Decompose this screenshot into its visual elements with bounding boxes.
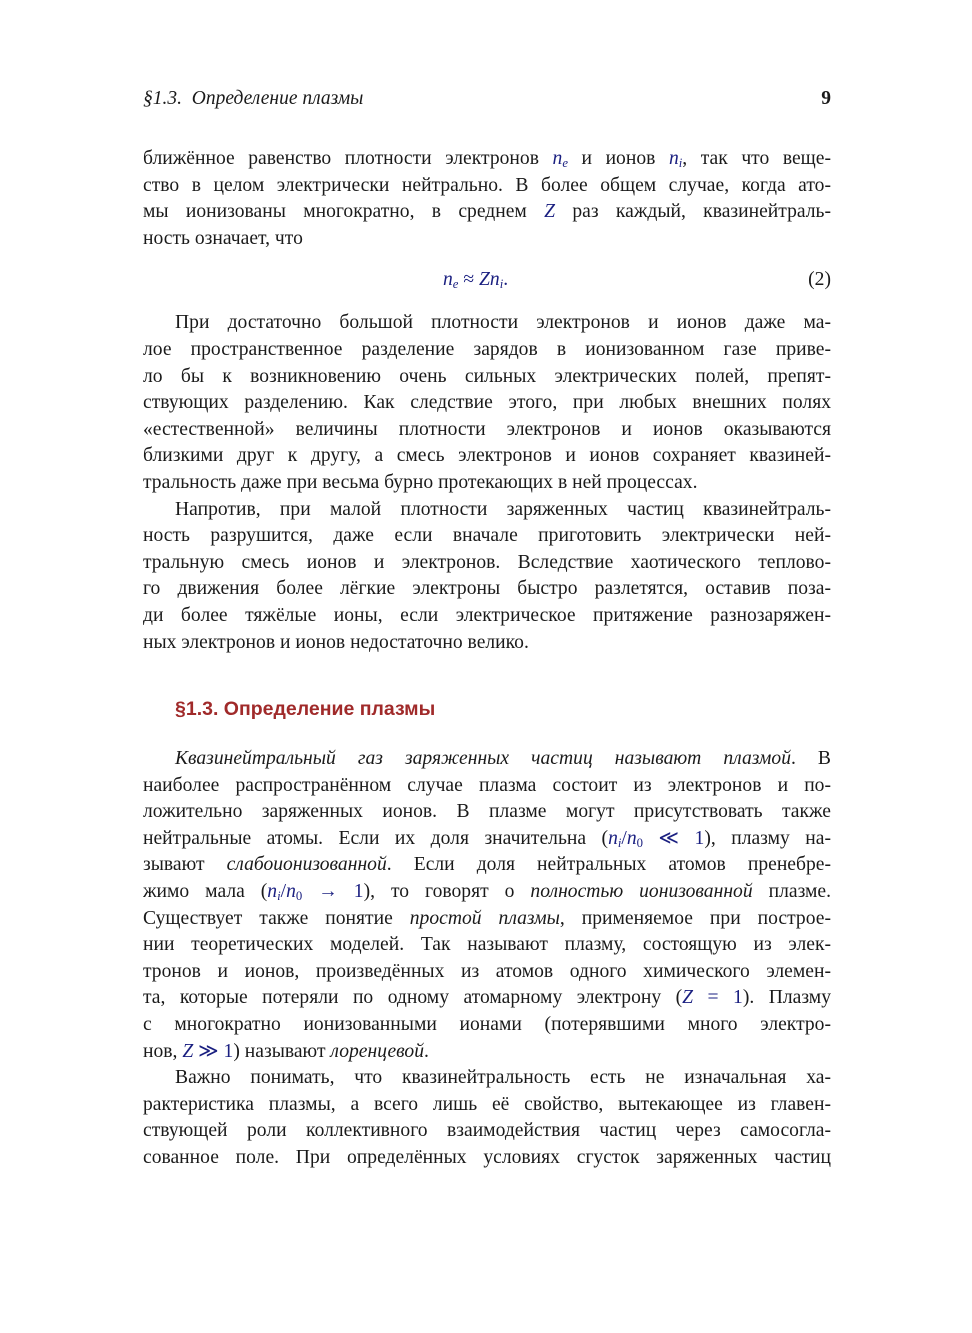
text-line: Напротив, при малой плотности заряженных частиц квазинейтраль- [175,498,831,520]
text-line [143,879,831,906]
paragraph [143,746,831,1065]
equation-number: (2) [808,269,831,291]
text-line [143,985,831,1012]
definition-italic: Квазинейтральный газ заряженных частиц называют плазмой [175,748,791,770]
text-line: с многократно ионизованными ионами (потерявшими много электро- [143,1014,831,1036]
page-number: 9 [821,88,831,109]
text-line: ность означает, что [143,227,303,249]
equation-2 [143,265,831,295]
text-line: «естественной» величины плотности электронов и ионов оказываются [143,418,831,440]
text-run: плазме. [752,881,831,903]
text-line: нии теоретических моделей. Так называют плазму, состоящую из элек- [143,934,831,956]
text-line [143,852,831,879]
text-run: ), плазму на- [704,827,831,849]
text-run: та, которые потеряли по одному атомарному электрону ( [143,987,683,1009]
text-run: , применяемое при построе- [559,907,831,929]
text-line [143,199,831,226]
term-italic: простой плазмы [409,907,560,929]
text-line: ди более тяжёлые ионы, если электрическое притяжение разнозаряжен- [143,604,831,626]
math-n-e: $n_e$ [552,148,568,171]
text-run: . Если доля нейтральных атомов пренебре- [386,854,831,876]
text-run: мы ионизованы многократно, в среднем [143,201,545,223]
term-italic: полностью ионизованной [530,881,753,903]
text-line: рактеристика плазмы, а всего лишь её свойство, вытекающее из главен- [143,1093,831,1115]
text-run: нов, [143,1040,183,1062]
math-n-i: $n_i$ [668,148,683,171]
text-line: ло бы к возникновению очень сильных электрических полей, препят- [143,365,831,387]
text-line: сованное поле. При определённых условиях сгусток заряженных частиц [143,1147,831,1168]
header-title: Определение плазмы [191,88,364,109]
text-run: ближённое равенство плотности электронов [143,148,553,169]
text-line: При достаточно большой плотности электронов и ионов даже ма- [175,312,831,334]
page-body [143,146,831,1172]
text-line [143,826,831,853]
text-line: Важно понимать, что квазинейтральность есть не изначальная ха- [175,1067,831,1089]
text-run: ). Плазму [742,987,831,1009]
text-line: ство в целом электрически нейтрально. В более общем случае, когда ато- [143,174,831,196]
text-run: раз каждый, квазинейтраль- [555,201,831,223]
math-Z: Z [544,201,556,223]
text-run: Существует также понятие [143,907,410,929]
text-line: ствующей роли коллективного взаимодействия частиц через самосогла- [143,1120,831,1142]
text-run: . В [791,748,831,770]
text-line: го движения более лёгкие электроны быстро разлетятся, оставив поза- [143,578,831,600]
equation-body: $n_e \approx Zn_i$. [443,269,509,292]
header-section-number: §1.3. [143,88,182,109]
text-line: близкими друг к другу, а смесь электронов и ионов сохраняет квазиней- [143,445,831,467]
text-run: ) называют [233,1040,331,1062]
text-line: лое пространственное разделение зарядов в ионизованном газе приве- [143,338,831,360]
text-run: нейтральные атомы. Если их доля значительна ( [143,827,609,849]
text-line [143,906,831,933]
text-line: ствующих разделению. Как следствие этого, при любых внешних полях [143,392,831,414]
text-line [143,746,831,773]
text-line [143,1039,831,1066]
math-Z-much-greater: Z ≫ 1 [182,1040,234,1062]
running-header [143,86,831,112]
math-Z-equals-one: Z = 1 [682,987,743,1009]
text-run: и ионов [567,148,669,169]
text-line: ложительно заряженных ионов. В плазме могут присутствовать также [143,801,831,823]
text-line: наиболее распространённом случае плазма состоит из электронов и по- [143,774,831,796]
text-run: ), то говорят о [363,881,531,903]
text-line: ность разрушится, даже если вначале приготовить электрически ней- [143,525,831,547]
section-heading: §1.3. Определение плазмы [175,698,436,721]
text-run: , так что веще- [682,148,831,169]
paragraph [143,1065,831,1171]
text-line: тронов и ионов, произведённых из атомов одного химического элемен- [143,960,831,982]
text-run: . [424,1040,429,1062]
text-line: тральность даже при весьма бурно протекающих в ней процессах. [143,471,698,493]
math-ratio-to-one: $n_i/n_0 \to 1$ [267,881,364,904]
text-run: зывают [143,854,227,876]
paragraph [143,310,831,496]
term-italic: лоренцевой [330,1040,425,1062]
math-ratio-much-less: $n_i/n_0$ ≪ 1 [608,827,705,851]
paragraph [143,497,831,657]
text-line: тральную смесь ионов и электронов. Вследствие хаотического теплово- [143,551,831,573]
term-italic: слабоионизованной [226,854,387,876]
text-line: ных электронов и ионов недостаточно велико. [143,631,529,653]
text-run: жимо мала ( [143,881,268,903]
text-line [143,146,831,173]
paragraph-continuation [143,146,831,252]
